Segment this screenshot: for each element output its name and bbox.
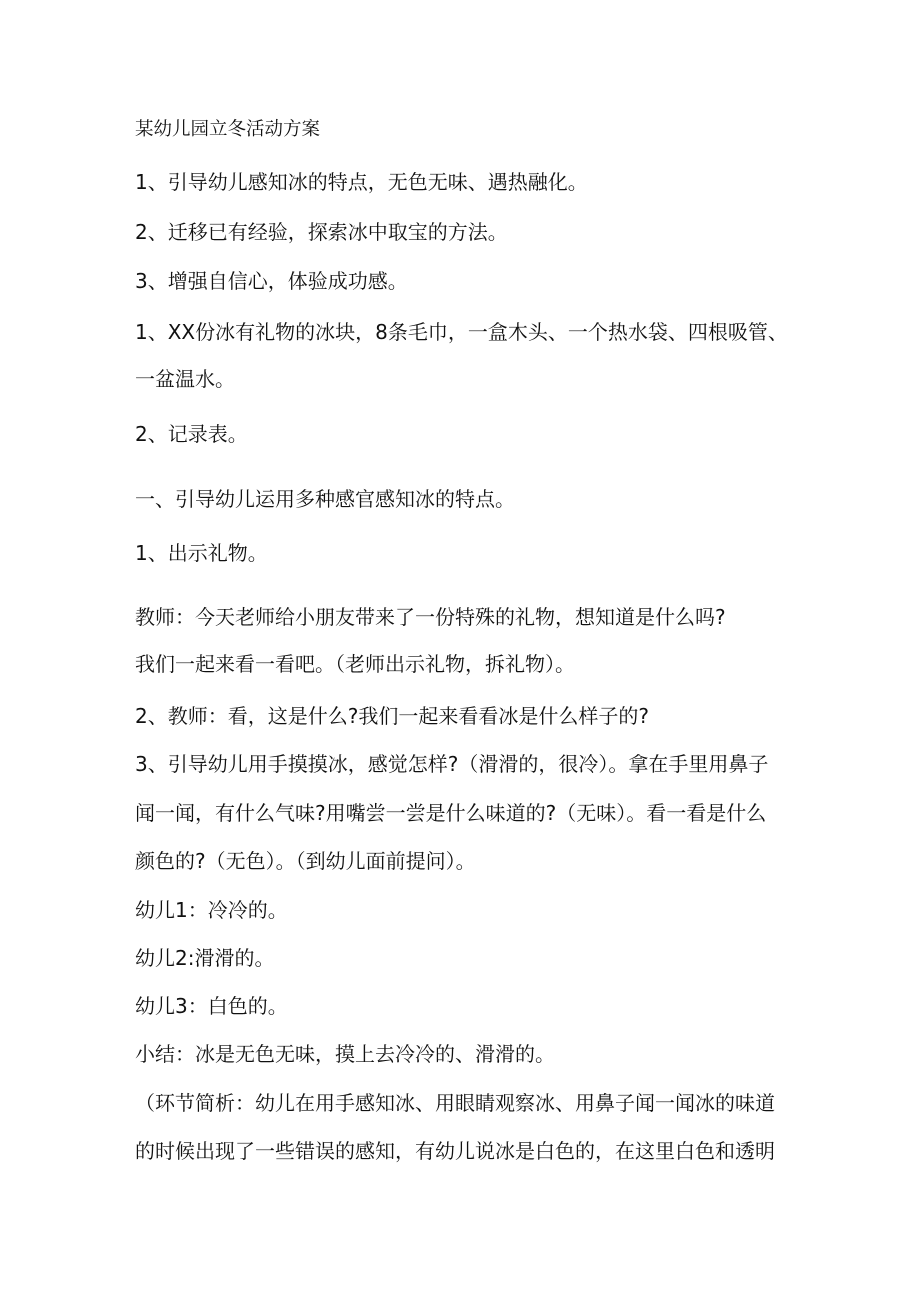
teacher-line-1: 教师：今天老师给小朋友带来了一份特殊的礼物，想知道是什么吗?: [135, 605, 726, 629]
teacher-line-2: 我们一起来看一看吧。（老师出示礼物，拆礼物）。: [135, 652, 575, 676]
step-2: 2、教师：看，这是什么?我们一起来看看冰是什么样子的?: [135, 704, 649, 728]
goal-2: 2、迁移已有经验，探索冰中取宝的方法。: [135, 220, 508, 244]
step-3-line-3: 颜色的?（无色）。（到幼儿面前提问）。: [135, 849, 476, 873]
step-3-line-1: 3、引导幼儿用手摸摸冰，感觉怎样?（滑滑的，很冷）。拿在手里用鼻子: [135, 752, 769, 776]
material-1-line-1: 1、XX份冰有礼物的冰块，8条毛巾，一盒木头、一个热水袋、四根吸管、: [135, 320, 788, 344]
goal-1: 1、引导幼儿感知冰的特点，无色无味、遇热融化。: [135, 170, 588, 194]
goal-3: 3、增强自信心，体验成功感。: [135, 269, 408, 293]
analysis-line-1: （环节简析：幼儿在用手感知冰、用眼睛观察冰、用鼻子闻一闻冰的味道: [135, 1091, 775, 1115]
child-response-3: 幼儿3：白色的。: [135, 994, 288, 1018]
document-title: 某幼儿园立冬活动方案: [135, 119, 321, 140]
step-3-line-2: 闻一闻，有什么气味?用嘴尝一尝是什么味道的?（无味）。看一看是什么: [135, 801, 767, 825]
analysis-line-2: 的时候出现了一些错误的感知，有幼儿说冰是白色的，在这里白色和透明: [135, 1139, 775, 1163]
summary: 小结：冰是无色无味，摸上去冷冷的、滑滑的。: [135, 1042, 555, 1066]
material-2: 2、记录表。: [135, 422, 248, 446]
child-response-1: 幼儿1：冷冷的。: [135, 898, 288, 922]
material-1-line-2: 一盆温水。: [135, 367, 235, 391]
step-1: 1、出示礼物。: [135, 541, 268, 565]
child-response-2: 幼儿2:滑滑的。: [135, 946, 275, 970]
section-heading: 一、引导幼儿运用多种感官感知冰的特点。: [135, 487, 515, 511]
